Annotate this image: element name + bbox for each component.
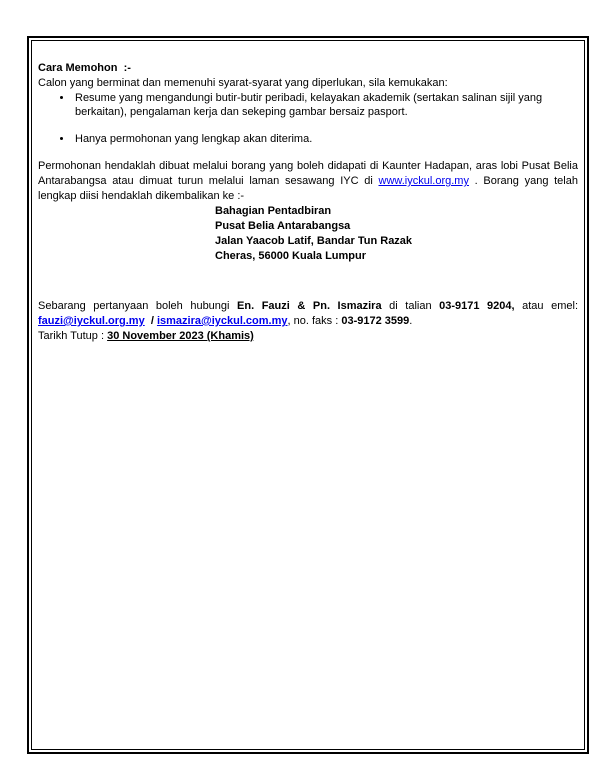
intro-paragraph: Calon yang berminat dan memenuhi syarat-syarat yang diperlukan, sila kemukakan:: [38, 77, 448, 89]
contact-paragraph: [38, 299, 578, 329]
closing-label: Tarikh Tutup :: [38, 330, 108, 342]
application-text-before-link: Permohonan hendaklah dibuat melalui borang yang boleh didapati di Kaunter Hadapan, aras lobi Pusat Belia Antarabangsa atau dimuat turun melalui laman sesawang IYC di: [38, 160, 578, 187]
email-link-fauzi[interactable]: fauzi@iyckul.org.my: [38, 315, 145, 327]
document-frame-outer: [27, 36, 589, 754]
address-line-street: Jalan Yaacob Latif, Bandar Tun Razak: [215, 235, 413, 247]
contact-text-1: Sebarang pertanyaan boleh hubungi: [38, 300, 238, 312]
address-line-organisation: Pusat Belia Antarabangsa: [215, 220, 351, 232]
email-separator: /: [144, 315, 157, 327]
contact-names: En. Fauzi & Pn. Ismazira: [237, 300, 382, 312]
contact-text-5: .: [409, 315, 413, 327]
requirements-list: [38, 91, 578, 146]
fax-number: 03-9172 3599: [341, 315, 410, 327]
list-item-resume: • Resume yang mengandungi butir-butir peribadi, kelayakan akademik (sertakan salinan sijil yang berkaitan), pengalaman kerja dan sekeping gambar bersaiz pasport.: [73, 91, 578, 119]
list-item-complete-application: • Hanya permohonan yang lengkap akan diterima.: [73, 132, 578, 146]
document-body: [38, 61, 578, 344]
application-paragraph: [38, 159, 578, 204]
address-line-city: Cheras, 56000 Kuala Lumpur: [215, 250, 367, 262]
contact-text-2: di talian: [381, 300, 440, 312]
closing-date: 30 November 2023 (Khamis): [107, 330, 254, 342]
section-title: Cara Memohon :-: [38, 62, 131, 74]
website-link[interactable]: www.iyckul.org.my: [378, 175, 469, 187]
contact-text-4: , no. faks :: [287, 315, 342, 327]
application-text-after-link: . Borang yang telah lengkap diisi hendaklah dikembalikan ke :-: [38, 175, 578, 202]
contact-text-3: atau emel:: [514, 300, 578, 312]
document-frame-inner: [31, 40, 585, 750]
email-link-ismazira[interactable]: ismazira@iyckul.com.my: [156, 315, 288, 327]
closing-date-line: [38, 329, 578, 344]
phone-number: 03-9171 9204,: [439, 300, 515, 312]
address-line-department: Bahagian Pentadbiran: [215, 205, 332, 217]
address-block: [215, 204, 578, 264]
